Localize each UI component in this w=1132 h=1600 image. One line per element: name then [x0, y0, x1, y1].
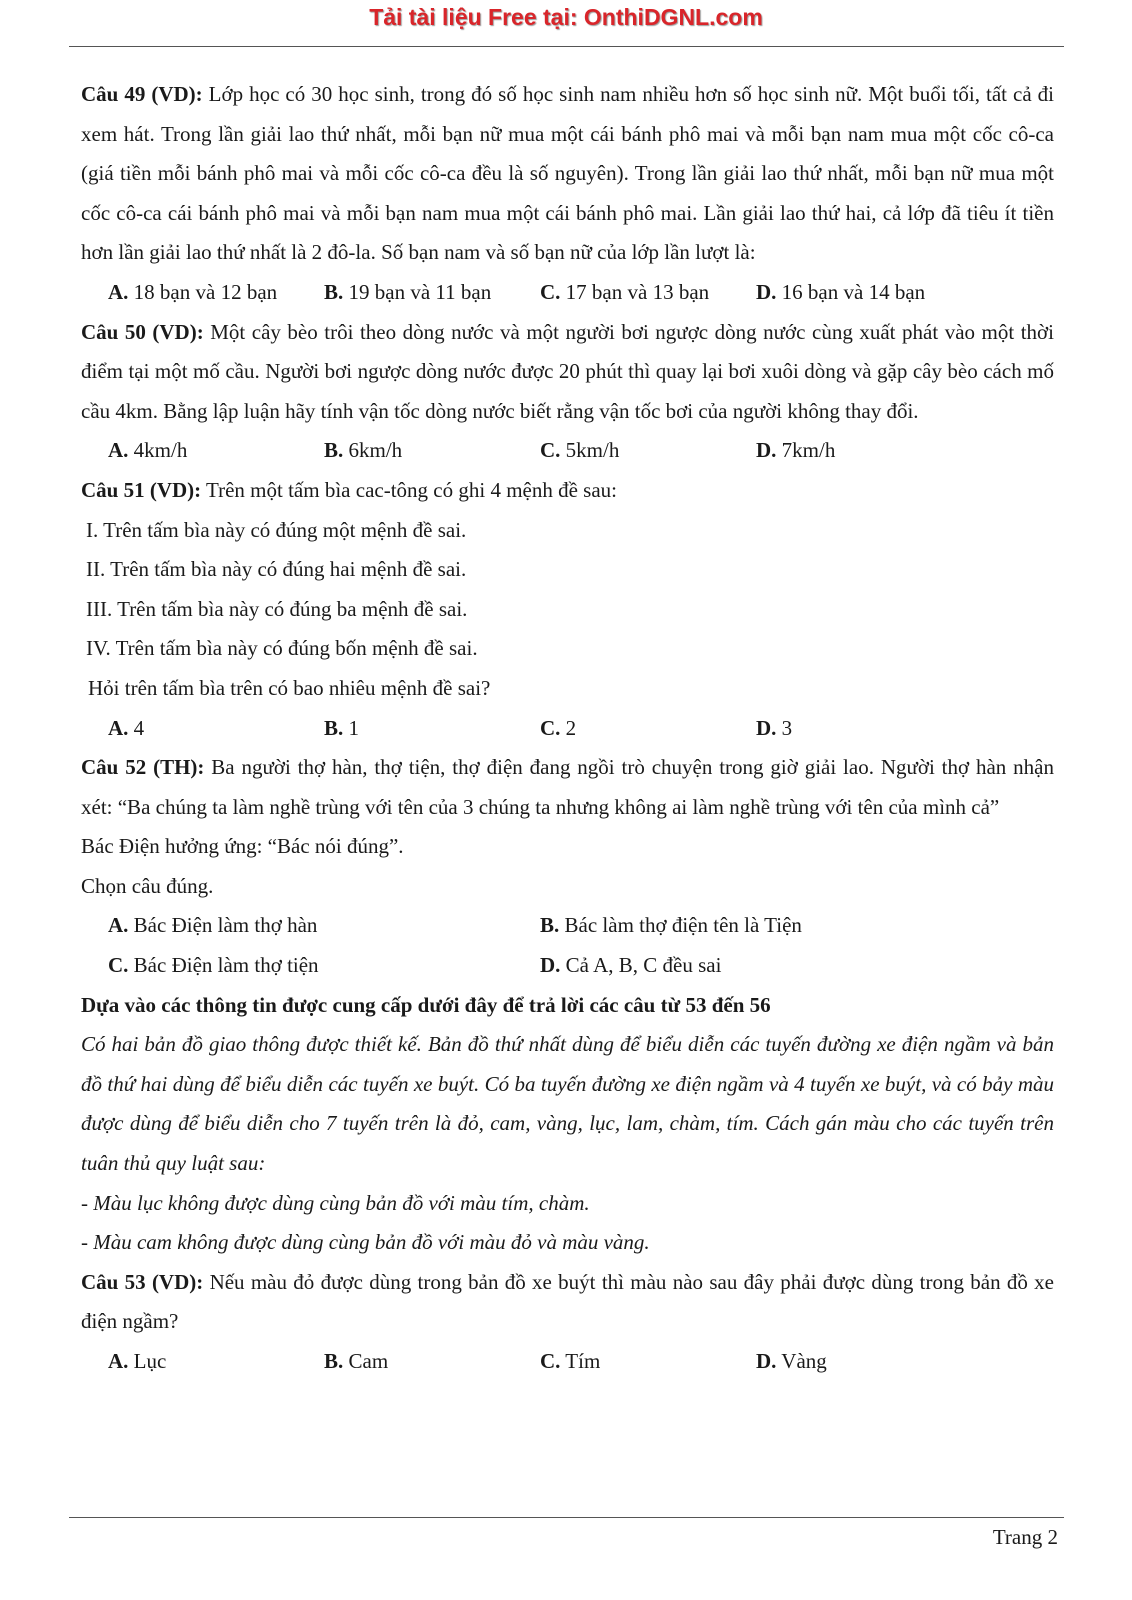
page-number: Trang 2	[992, 1525, 1058, 1549]
option-a: A. 4	[108, 715, 145, 740]
question-50	[81, 313, 1054, 432]
option-d: D. 16 bạn và 14 bạn	[756, 279, 926, 304]
question-52-line-2: Bác Điện hưởng ứng: “Bác nói đúng”.	[81, 834, 404, 859]
question-51-options	[81, 709, 1054, 749]
question-53	[81, 1263, 1054, 1342]
option-b: B. Bác làm thợ điện tên là Tiện	[540, 913, 802, 938]
question-52-text: Ba người thợ hàn, thợ tiện, thợ điện đang ngồi trò chuyện trong giờ giải lao. Người thợ hàn nhận xét: “Ba chúng ta làm nghề trùng với tên của 3 chúng ta nhưng không ai làm nghề trùng với tên của mình cả”	[81, 755, 1054, 819]
question-49	[81, 75, 1054, 273]
option-a: A. 4km/h	[108, 438, 188, 463]
question-53-options	[81, 1342, 1054, 1382]
option-b: B. 19 bạn và 11 bạn	[324, 279, 492, 304]
option-a: A. 18 bạn và 12 bạn	[108, 279, 278, 304]
option-b: B. 6km/h	[324, 438, 403, 463]
question-52-label: Câu 52 (TH):	[81, 755, 205, 780]
statement-4: IV. Trên tấm bìa này có đúng bốn mệnh đề sai.	[86, 636, 478, 661]
option-b: B. Cam	[324, 1349, 389, 1373]
group-rule-2: - Màu cam không được dùng cùng bản đồ với màu đỏ và màu vàng.	[81, 1230, 650, 1255]
option-c: C. 17 bạn và 13 bạn	[540, 279, 710, 304]
statement-1: I. Trên tấm bìa này có đúng một mệnh đề sai.	[86, 517, 467, 542]
group-heading: Dựa vào các thông tin được cung cấp dưới đây để trả lời các câu từ 53 đến 56	[81, 992, 771, 1017]
question-50-text: Một cây bèo trôi theo dòng nước và một người bơi ngược dòng nước cùng xuất phát vào một thời điểm tại một mố cầu. Người bơi ngược dòng nước được 20 phút thì quay lại bơi xuôi dòng và gặp cây bèo cách mố cầu 4km. Bằng lập luận hãy tính vận tốc dòng nước biết rằng vận tốc bơi của người không thay đổi.	[81, 319, 1054, 423]
question-51	[81, 471, 1054, 511]
header-divider	[69, 46, 1064, 47]
option-a: A. Lục	[108, 1349, 167, 1373]
footer-divider	[69, 1517, 1064, 1518]
question-52	[81, 748, 1054, 827]
group-intro: Có hai bản đồ giao thông được thiết kế. Bản đồ thứ nhất dùng để biểu diễn các tuyến đường xe điện ngầm và bản đồ thứ hai dùng để biểu diễn các tuyến xe buýt. Có ba tuyến đường xe điện ngầm và 4 tuyến xe buýt, và có bảy màu được dùng để biểu diễn cho 7 tuyến trên là đỏ, cam, vàng, lục, lam, chàm, tím. Cách gán màu cho các tuyến trên tuân thủ quy luật sau:	[81, 1032, 1054, 1176]
option-d: D. Cả A, B, C đều sai	[540, 953, 722, 978]
question-51-label: Câu 51 (VD):	[81, 477, 202, 502]
question-51-text: Trên một tấm bìa cac-tông có ghi 4 mệnh đề sau:	[201, 477, 617, 502]
option-d: D. 3	[756, 715, 793, 740]
document-body	[81, 75, 1054, 1382]
option-c: C. Tím	[540, 1349, 601, 1373]
option-b: B. 1	[324, 715, 360, 740]
question-52-line-3: Chọn câu đúng.	[81, 873, 214, 898]
option-c: C. 2	[540, 715, 577, 740]
question-52-options-row-2	[81, 946, 1054, 986]
option-c: C. 5km/h	[540, 438, 620, 463]
question-52-options-row-1	[81, 906, 1054, 946]
question-51-prompt: Hỏi trên tấm bìa trên có bao nhiêu mệnh đề sai?	[88, 675, 491, 700]
option-a: A. Bác Điện làm thợ hàn	[108, 913, 318, 938]
question-49-options	[81, 273, 1054, 313]
question-53-label: Câu 53 (VD):	[81, 1269, 204, 1294]
option-d: D. 7km/h	[756, 438, 836, 463]
question-49-text: Lớp học có 30 học sinh, trong đó số học sinh nam nhiều hơn số học sinh nữ. Một buổi tối, tất cả đi xem hát. Trong lần giải lao thứ nhất, mỗi bạn nữ mua một cái bánh phô mai và mỗi bạn nam mua một cốc cô-ca (giá tiền mỗi bánh phô mai và mỗi cốc cô-ca đều là số nguyên). Trong lần giải lao thứ nhất, mỗi bạn nữ mua một cốc cô-ca cái bánh phô mai và mỗi bạn nam mua một cái bánh phô mai. Lần giải lao thứ hai, cả lớp đã tiêu ít tiền hơn lần giải lao thứ nhất là 2 đô-la. Số bạn nam và số bạn nữ của lớp lần lượt là:	[81, 82, 1054, 265]
question-49-label: Câu 49 (VD):	[81, 82, 203, 106]
statement-2: II. Trên tấm bìa này có đúng hai mệnh đề sai.	[86, 557, 467, 582]
option-c: C. Bác Điện làm thợ tiện	[108, 953, 319, 978]
page-header: Tải tài liệu Free tại: OnthiDGNL.com	[369, 4, 763, 30]
question-50-label: Câu 50 (VD):	[81, 319, 204, 344]
group-rule-1: - Màu lục không được dùng cùng bản đồ với màu tím, chàm.	[81, 1190, 590, 1215]
statement-3: III. Trên tấm bìa này có đúng ba mệnh đề sai.	[86, 596, 468, 621]
option-d: D. Vàng	[756, 1349, 827, 1373]
question-53-text: Nếu màu đỏ được dùng trong bản đồ xe buýt thì màu nào sau đây phải được dùng trong bản đồ xe điện ngầm?	[81, 1269, 1054, 1334]
question-50-options	[81, 431, 1054, 471]
